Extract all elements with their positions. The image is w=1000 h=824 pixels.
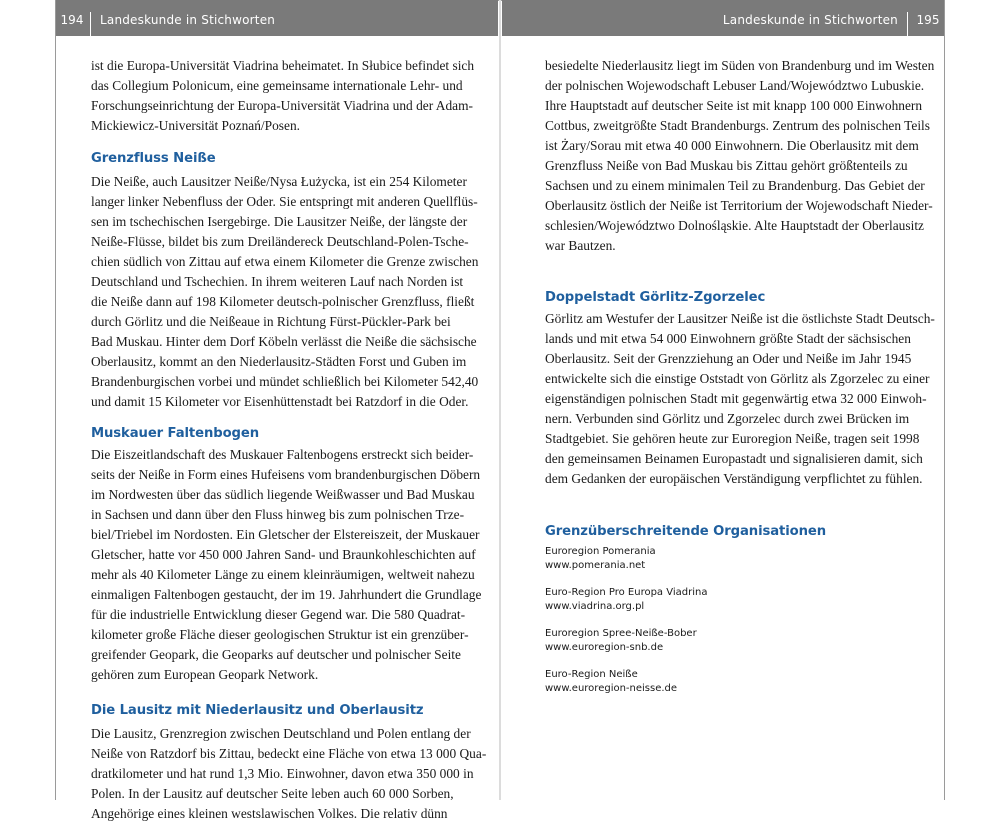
text-line: Deutschland und Tschechien. In ihrem weiteren Lauf nach Norden ist bbox=[91, 274, 464, 289]
text-line: Oberlausitz östlich der Neiße ist Territorium der Wojewodschaft Nieder- bbox=[545, 198, 933, 213]
page-gutter bbox=[499, 0, 501, 800]
text-line: Bad Muskau. Hinter dem Dorf Köbeln verlässt die Neiße die sächsische bbox=[91, 334, 477, 349]
text-line: der polnischen Wojewodschaft Lebuser Land/Województwo Lubuskie. bbox=[545, 78, 925, 93]
text-line: lands und mit etwa 54 000 Einwohnern größte Stadt der sächsischen bbox=[545, 331, 911, 346]
section-heading-faltenbogen: Muskauer Faltenbogen bbox=[91, 426, 260, 441]
text-line: Oberlausitz. Seit der Grenzziehung an Oder und Neiße im Jahr 1945 bbox=[545, 351, 912, 366]
header-divider bbox=[90, 12, 91, 36]
section-heading-goerlitz: Doppelstadt Görlitz-Zgorzelec bbox=[545, 290, 766, 305]
text-line: Görlitz am Westufer der Lausitzer Neiße ist die östlichste Stadt Deutsch- bbox=[545, 311, 935, 326]
organisation-name: Euroregion Pomerania bbox=[545, 546, 656, 557]
text-line: Polen. In der Lausitz auf deutscher Seite leben auch 60 000 Sorben, bbox=[91, 786, 454, 801]
left-header-title: Landeskunde in Stichworten bbox=[100, 13, 276, 27]
text-line: das Collegium Polonicum, eine gemeinsame internationale Lehr- und bbox=[91, 78, 463, 93]
text-line: Gletscher, hatte vor 450 000 Jahren Sand- und Braunkohleschichten auf bbox=[91, 547, 476, 562]
text-line: im Nordwesten über das südlich liegende Weißwasser und Bad Muskau bbox=[91, 487, 475, 502]
text-line: seits der Neiße in Form eines Hufeisens vom brandenburgischen Döbern bbox=[91, 467, 481, 482]
text-line: ist die Europa-Universität Viadrina beheimatet. In Słubice befindet sich bbox=[91, 58, 475, 73]
text-line: Forschungseinrichtung der Europa-Universität Viadrina und der Adam- bbox=[91, 98, 473, 113]
text-line: ist Żary/Sorau mit etwa 40 000 Einwohnern. Die Oberlausitz mit dem bbox=[545, 138, 919, 153]
organisation-url: www.viadrina.org.pl bbox=[545, 601, 645, 612]
text-line: Sachsen und zu einem minimalen Teil zu Brandenburg. Das Gebiet der bbox=[545, 178, 925, 193]
organisation-name: Euro-Region Pro Europa Viadrina bbox=[545, 587, 708, 598]
text-line: die Neiße dann auf 198 Kilometer deutsch-polnischer Grenzfluss, fließt bbox=[91, 294, 475, 309]
text-line: Stadtgebiet. Sie gehören heute zur Euroregion Neiße, tragen seit 1998 bbox=[545, 431, 920, 446]
page-edge-left bbox=[55, 0, 56, 800]
left-running-header bbox=[56, 0, 498, 36]
organisation-url: www.euroregion-neisse.de bbox=[545, 683, 678, 694]
text-line: sen im tschechischen Isergebirge. Die Lausitzer Neiße, der längste der bbox=[91, 214, 468, 229]
organisation-entry bbox=[545, 668, 919, 696]
text-line: Neiße von Ratzdorf bis Zittau, bedeckt eine Fläche von etwa 13 000 Qua- bbox=[91, 746, 487, 761]
left-page-text bbox=[91, 56, 487, 824]
text-line: schlesien/Województwo Dolnośląskie. Alte Hauptstadt der Oberlausitz bbox=[545, 218, 924, 233]
text-line: Ihre Hauptstadt auf deutscher Seite ist mit knapp 100 000 Einwohnern bbox=[545, 98, 923, 113]
text-line: Die Eiszeitlandschaft des Muskauer Faltenbogens erstreckt sich beider- bbox=[91, 447, 474, 462]
text-line: Neiße-Flüsse, bildet bis zum Dreiländereck Deutschland-Polen-Tsche- bbox=[91, 234, 469, 249]
text-line: dratkilometer und hat rund 1,3 Mio. Einwohner, davon etwa 350 000 in bbox=[91, 766, 474, 781]
organisation-entry bbox=[545, 627, 919, 655]
organisation-entry bbox=[545, 545, 919, 573]
text-line: dem Gedanken der europäischen Verständigung verpflichtet zu fühlen. bbox=[545, 471, 923, 486]
text-line: Oberlausitz, kommt an den Niederlausitz-Städten Forst und Guben im bbox=[91, 354, 467, 369]
text-line: chien südlich von Zittau auf etwa einem Kilometer die Grenze zwischen bbox=[91, 254, 479, 269]
organisation-name: Euro-Region Neiße bbox=[545, 669, 638, 680]
text-line: kilometer große Fläche dieser geologischen Struktur ist ein grenzüber- bbox=[91, 627, 469, 642]
text-line: für die industrielle Entwicklung dieser Gegend war. Die 580 Quadrat- bbox=[91, 607, 466, 622]
section-heading-grenzfluss: Grenzfluss Neiße bbox=[91, 151, 216, 166]
text-line: besiedelte Niederlausitz liegt im Süden von Brandenburg und im Westen bbox=[545, 58, 935, 73]
text-line: durch Görlitz und die Neißeaue in Richtung Fürst-Pückler-Park bei bbox=[91, 314, 451, 329]
text-line: Angehörige eines kleinen westslawischen Volkes. Die relativ dünn bbox=[91, 806, 448, 821]
section-heading-organisationen: Grenzüberschreitende Organisationen bbox=[545, 524, 827, 539]
left-page-number: 194 bbox=[60, 13, 84, 27]
page-edge-right bbox=[944, 0, 945, 800]
organisation-url: www.euroregion-snb.de bbox=[545, 642, 664, 653]
text-line: den gemeinsamen Beinamen Europastadt und signalisieren damit, sich bbox=[545, 451, 923, 466]
text-line: in Sachsen und dann über den Fluss hinweg bis zum polnischen Trze- bbox=[91, 507, 465, 522]
text-line: Brandenburgischen vorbei und mündet schließlich bei Kilometer 542,40 bbox=[91, 374, 479, 389]
organisation-entry bbox=[545, 586, 919, 614]
text-line: biel/Triebel im Nordosten. Ein Gletscher der Elstereiszeit, der Muskauer bbox=[91, 527, 480, 542]
right-page-number: 195 bbox=[916, 13, 940, 27]
text-line: langer linker Nebenfluss der Oder. Sie entspringt mit anderen Quellflüs- bbox=[91, 194, 478, 209]
text-line: war Bautzen. bbox=[545, 238, 616, 253]
header-divider bbox=[907, 12, 908, 36]
right-header-title: Landeskunde in Stichworten bbox=[722, 13, 898, 27]
section-heading-lausitz: Die Lausitz mit Niederlausitz und Oberlausitz bbox=[91, 703, 424, 718]
text-line: Grenzfluss Neiße von Bad Muskau bis Zittau gehört größtenteils zu bbox=[545, 158, 908, 173]
text-line: mehr als 40 Kilometer Länge zu einem kleinräumigen, weltweit nahezu bbox=[91, 567, 475, 582]
text-line: Mickiewicz-Universität Poznań/Posen. bbox=[91, 118, 300, 133]
text-line: einmaligen Faltenbogen gestaucht, der im 19. Jahrhundert die Grundlage bbox=[91, 587, 482, 602]
text-line: nern. Verbunden sind Görlitz und Zgorzelec durch zwei Brücken im bbox=[545, 411, 910, 426]
organisation-name: Euroregion Spree-Neiße-Bober bbox=[545, 628, 697, 639]
right-running-header bbox=[502, 0, 944, 36]
organisation-url: www.pomerania.net bbox=[545, 560, 646, 571]
text-line: Die Neiße, auch Lausitzer Neiße/Nysa Łużycka, ist ein 254 Kilometer bbox=[91, 174, 467, 189]
text-line: greifender Geopark, die Geoparks auf deutscher und polnischer Seite bbox=[91, 647, 461, 662]
text-line: gehören zum European Geopark Network. bbox=[91, 667, 319, 682]
text-line: Die Lausitz, Grenzregion zwischen Deutschland und Polen entlang der bbox=[91, 726, 471, 741]
text-line: entwickelte sich die einstige Oststadt von Görlitz als Zgorzelec zu einer bbox=[545, 371, 930, 386]
text-line: Cottbus, zweitgrößte Stadt Brandenburgs. Zentrum des polnischen Teils bbox=[545, 118, 930, 133]
text-line: eigenständigen polnischen Stadt mit gegenwärtig etwa 32 000 Einwoh- bbox=[545, 391, 927, 406]
right-page-text bbox=[545, 56, 935, 696]
text-line: und damit 15 Kilometer vor Eisenhüttenstadt bei Ratzdorf in die Oder. bbox=[91, 394, 469, 409]
